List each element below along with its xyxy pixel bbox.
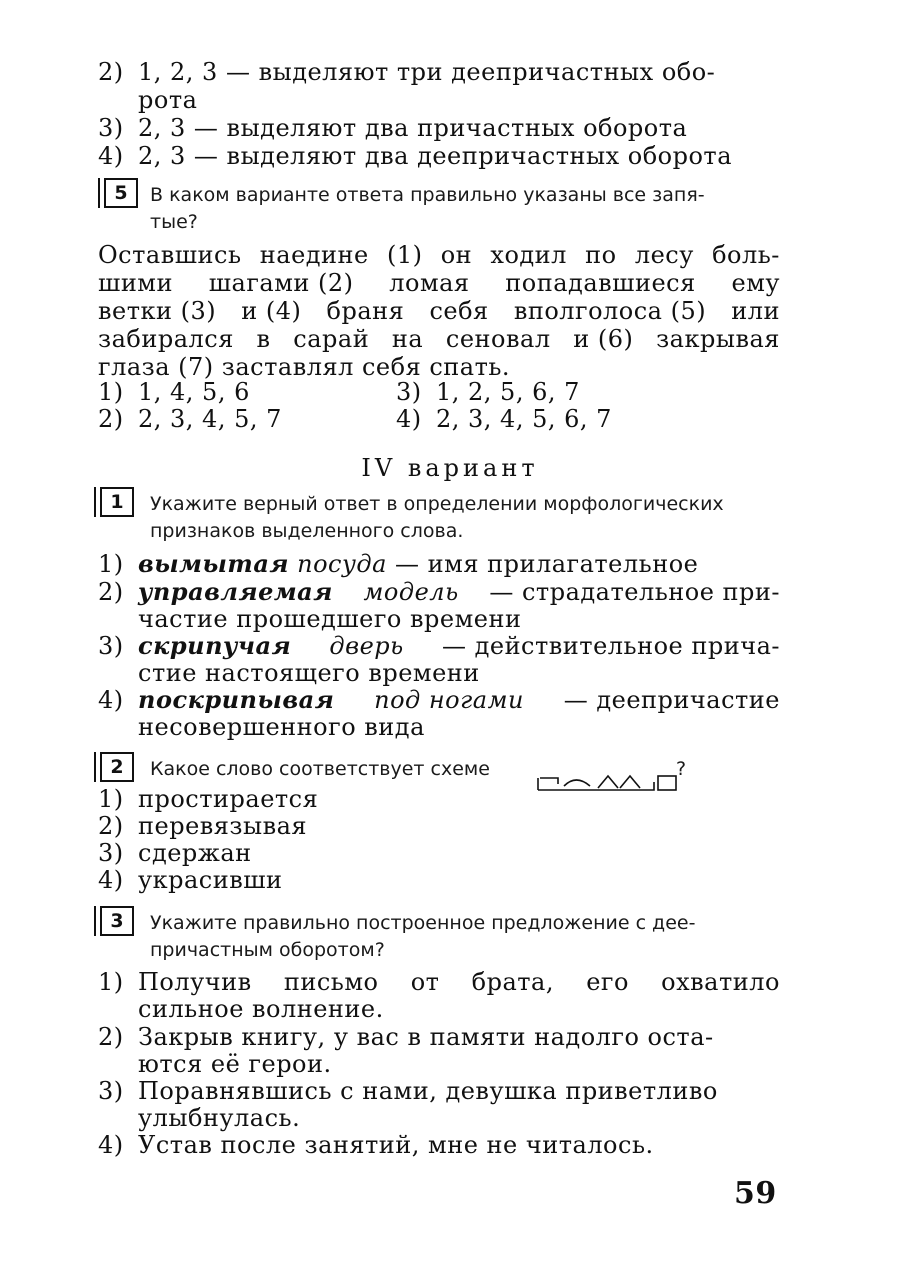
question-5-prompt-cont: тые? [150, 211, 198, 233]
question-3-option-3: 3) Поравнявшись с нами, девушка приветливо [98, 1077, 718, 1105]
question-5-answer-1: 1) 1, 4, 5, 6 [98, 378, 250, 406]
question-1-option-2-cont: частие прошедшего времени [138, 605, 522, 633]
question-2-option-1: 1) простирается [98, 785, 319, 813]
question-2-number-box: 2 [100, 752, 134, 782]
question-3-prompt: Укажите правильно построенное предложение с дее- [150, 912, 696, 934]
question-5-number-box: 5 [104, 178, 138, 208]
question-1-option-4: 4) поскрипывая под ногами — деепричастие [98, 685, 780, 714]
question-5-answer-4: 4) 2, 3, 4, 5, 6, 7 [396, 405, 612, 433]
question-1-option-3-cont: стие настоящего времени [138, 659, 480, 687]
question-5-answer-3: 3) 1, 2, 5, 6, 7 [396, 378, 580, 406]
passage-line-1: Оставшись наедине (1) он ходил по лесу боль- [98, 241, 780, 269]
question-2-option-2: 2) перевязывая [98, 812, 308, 840]
morpheme-scheme-icon [536, 772, 686, 802]
question-2-option-4: 4) украсивши [98, 866, 283, 894]
prev-option-2-cont: рота [138, 86, 198, 114]
prev-option-2: 2) 1, 2, 3 — выделяют три деепричастных обо- [98, 58, 716, 86]
question-3-prompt-cont: причастным оборотом? [150, 939, 385, 961]
question-1-option-3: 3) скрипучая дверь — действительное прича- [98, 631, 780, 660]
question-3-option-4: 4) Устав после занятий, мне не читалось. [98, 1131, 654, 1159]
variant-heading: IV вариант [361, 454, 539, 482]
question-1-prompt-cont: признаков выделенного слова. [150, 520, 464, 542]
passage-line-4: забирался в сарай на сеновал и (6) закрывая [98, 325, 780, 353]
question-2-prompt: Какое слово соответствует схеме [150, 758, 490, 780]
question-1-option-1: 1) вымытая посуда — имя прилагательное [98, 549, 699, 578]
question-1-option-4-cont: несовершенного вида [138, 713, 425, 741]
passage-line-3: ветки (3) и (4) браня себя вполголоса (5) или [98, 297, 780, 325]
passage-line-5: глаза (7) заставлял себя спать. [98, 353, 511, 381]
question-3-option-2: 2) Закрыв книгу, у вас в памяти надолго оста- [98, 1023, 714, 1051]
question-2-question-mark: ? [676, 758, 687, 780]
question-3-option-3-cont: улыбнулась. [138, 1104, 301, 1132]
question-3-option-2-cont: ются её герои. [138, 1050, 332, 1078]
question-3-option-1: 1) Получив письмо от брата, его охватило [98, 968, 780, 996]
passage-line-2: шими шагами (2) ломая попадавшиеся ему [98, 269, 780, 297]
prev-option-3: 3) 2, 3 — выделяют два причастных оборота [98, 114, 688, 142]
page-number: 59 [734, 1176, 777, 1211]
question-2-option-3: 3) сдержан [98, 839, 252, 867]
question-5-answer-2: 2) 2, 3, 4, 5, 7 [98, 405, 282, 433]
question-3-number-box: 3 [100, 906, 134, 936]
question-1-number-box: 1 [100, 487, 134, 517]
question-1-prompt: Укажите верный ответ в определении морфологических [150, 493, 724, 515]
question-1-option-2: 2) управляемая модель — страдательное при- [98, 577, 780, 606]
prev-option-4: 4) 2, 3 — выделяют два деепричастных оборота [98, 142, 733, 170]
question-5-prompt: В каком варианте ответа правильно указаны все запя- [150, 184, 705, 206]
question-3-option-1-cont: сильное волнение. [138, 995, 384, 1023]
